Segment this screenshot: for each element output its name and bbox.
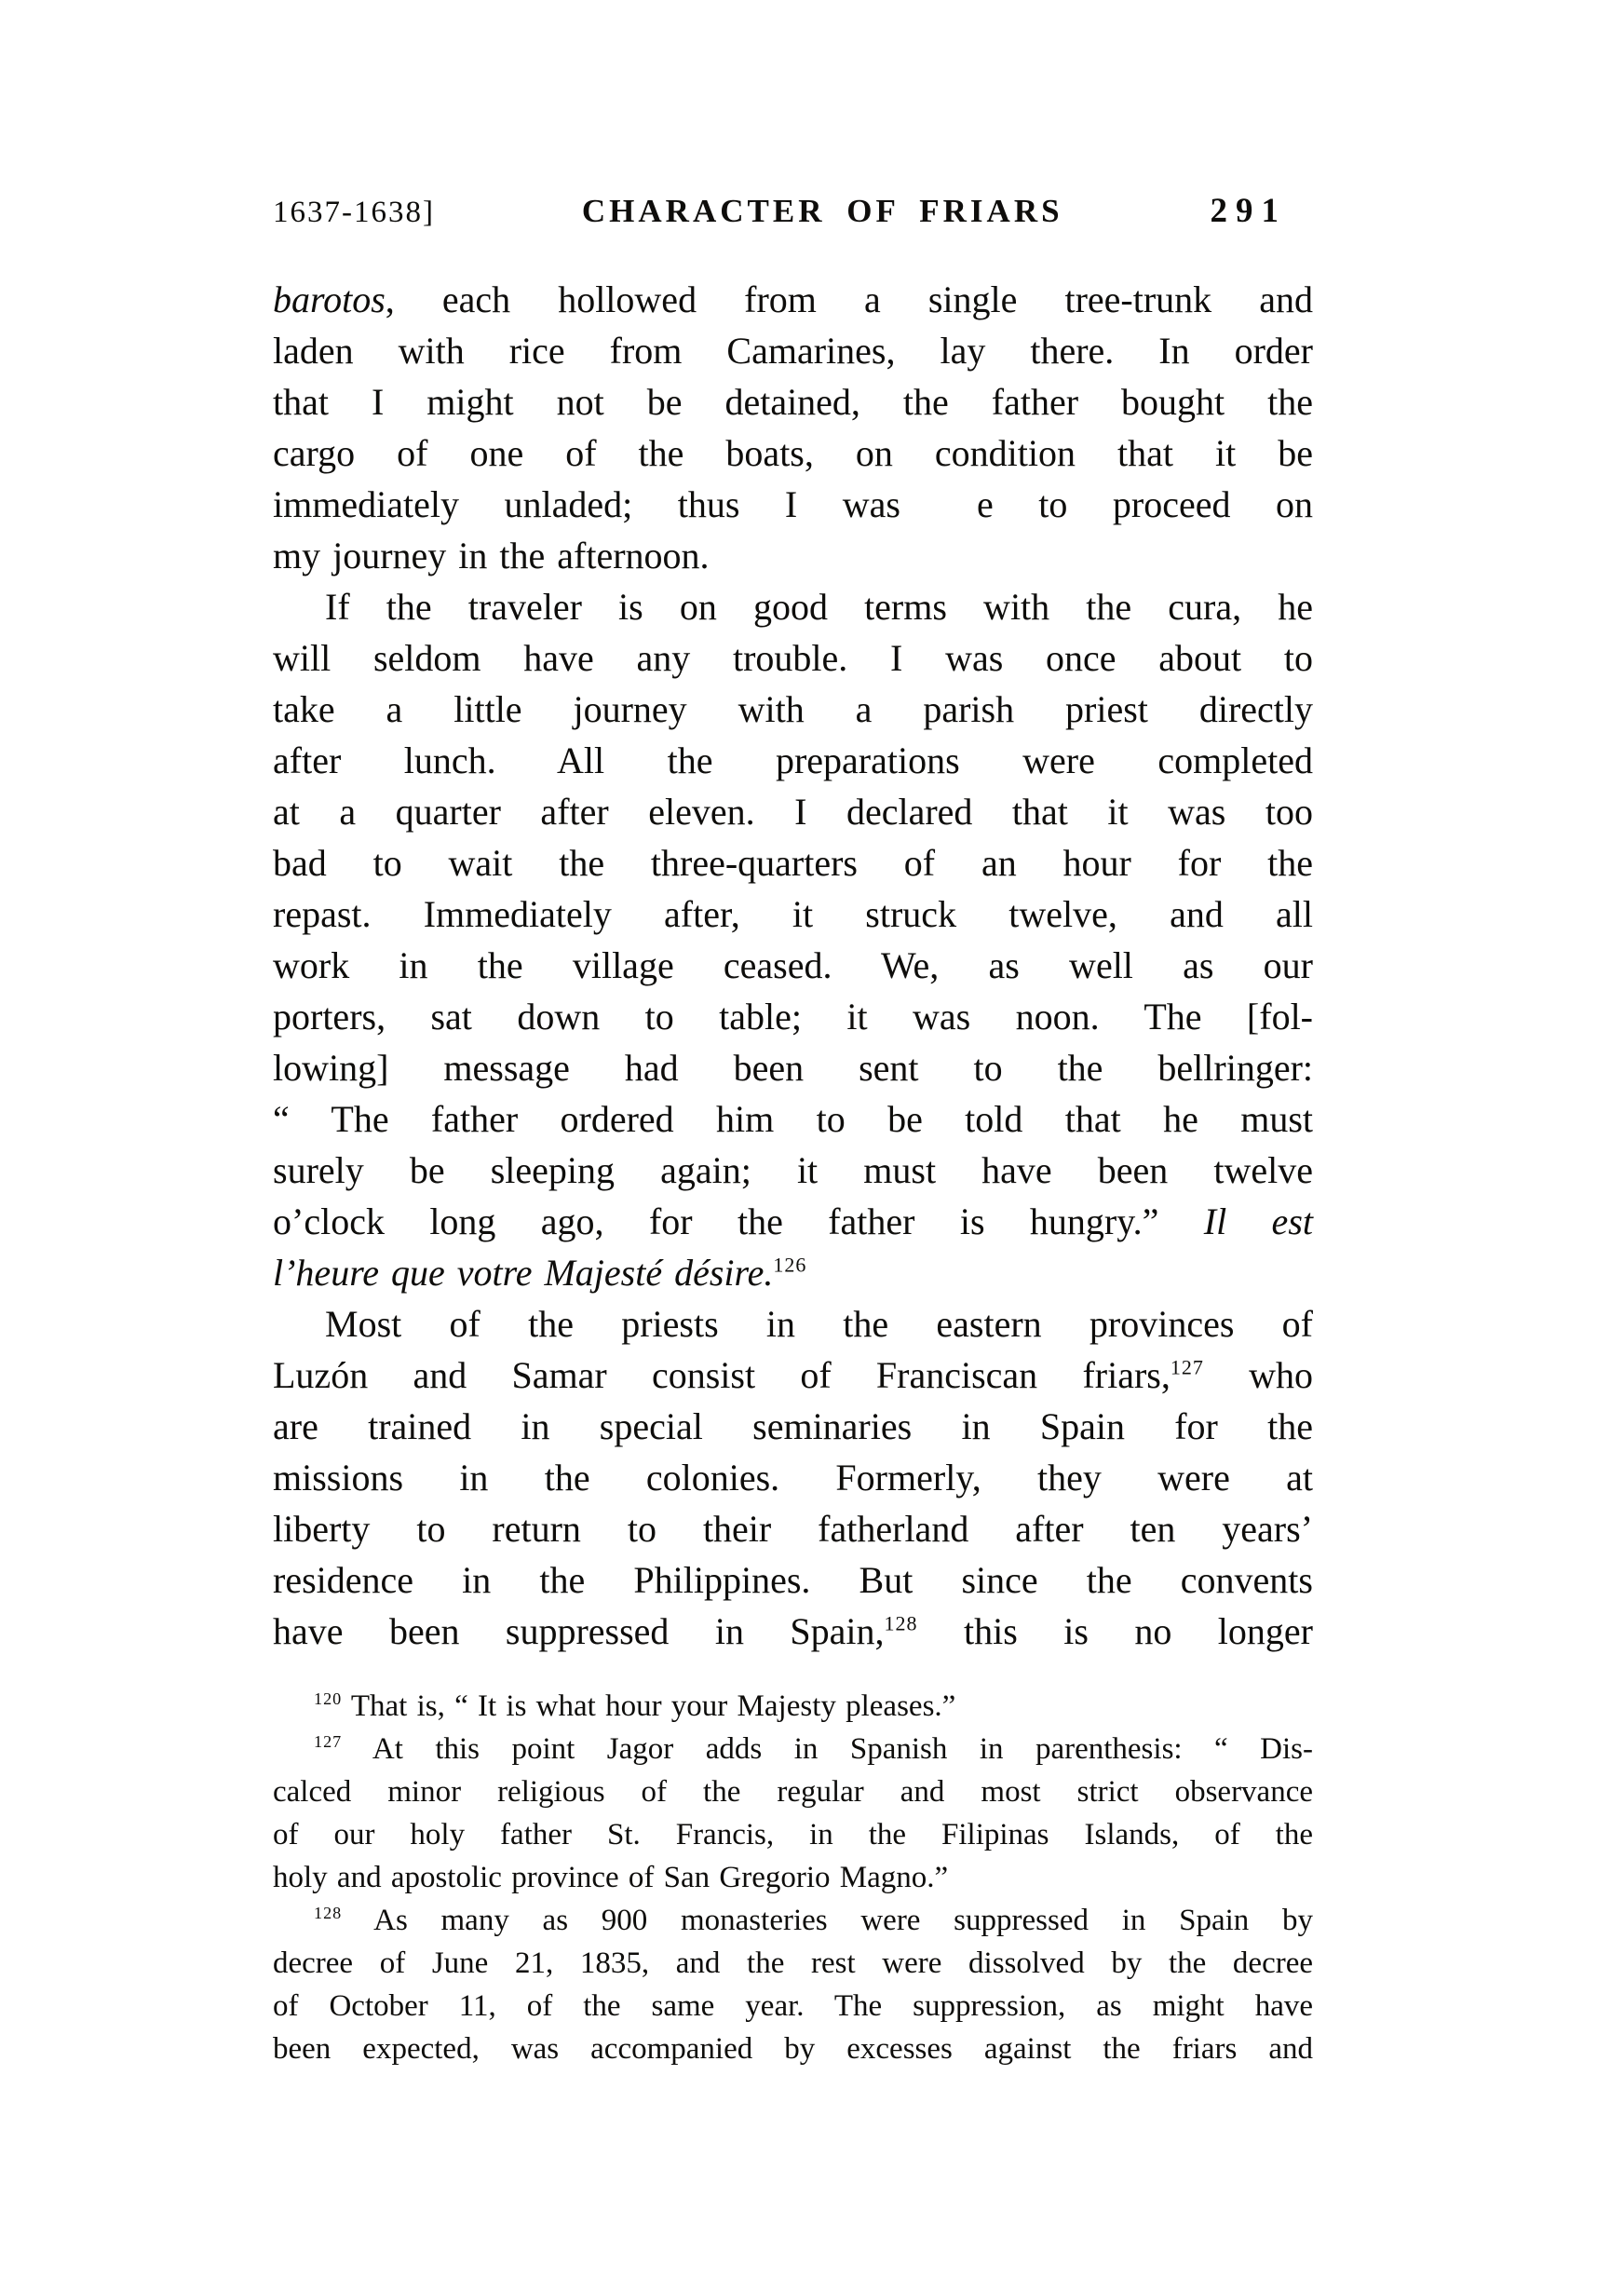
header-date-range: 1637-1638] (273, 196, 435, 229)
text-segment: That is, “ It is what hour your Majesty pleases.” (342, 1689, 956, 1723)
text-line (273, 1042, 1313, 1093)
text-segment: that I might not be detained, the father bought the (273, 381, 1313, 423)
text-line (273, 479, 1313, 530)
text-line (273, 1247, 1313, 1298)
text-line (273, 991, 1313, 1042)
text-segment: have been suppressed in Spain, (273, 1610, 885, 1652)
text-segment: o’clock long ago, for the father is hungry.” (273, 1200, 1204, 1242)
footnote-marker: 120 (314, 1689, 343, 1708)
text-segment: Il est (1203, 1200, 1313, 1242)
text-segment: bad to wait the three-quarters of an hour for the (273, 842, 1313, 884)
text-line (273, 376, 1313, 427)
text-line (273, 1145, 1313, 1196)
text-line (273, 1770, 1313, 1813)
footnote (273, 1899, 1313, 2070)
footnote-marker: 128 (314, 1904, 343, 1922)
text-segment: of October 11, of the same year. The suppression, as might have (273, 1989, 1313, 2023)
text-segment: lowing] message had been sent to the bellringer: (273, 1047, 1313, 1089)
text-segment: , each hollowed from a single tree-trunk and (385, 278, 1313, 320)
text-line (273, 530, 1313, 581)
footnote-marker: 127 (1170, 1355, 1204, 1379)
text-line (273, 1503, 1313, 1554)
text-segment: residence in the Philippines. But since the convents (273, 1559, 1313, 1601)
text-segment: laden with rice from Camarines, lay there. In order (273, 330, 1313, 372)
text-line (273, 1554, 1313, 1606)
text-line (273, 786, 1313, 837)
footnote-marker: 126 (773, 1253, 807, 1277)
text-line (273, 1728, 1313, 1770)
text-line (273, 888, 1313, 940)
text-segment: work in the village ceased. We, as well as our (273, 944, 1313, 986)
text-segment: who (1203, 1354, 1314, 1396)
page-number: 291 (1210, 192, 1287, 230)
text-line (273, 1813, 1313, 1856)
paragraph (273, 581, 1313, 1298)
text-line (273, 1298, 1313, 1349)
text-segment: decree of June 21, 1835, and the rest were dissolved by the decree (273, 1946, 1313, 1980)
text-segment: this is no longer (917, 1610, 1313, 1652)
footnote-marker: 128 (884, 1611, 918, 1635)
text-line (273, 1942, 1313, 1985)
text-line (273, 1349, 1313, 1401)
text-line (273, 1899, 1313, 1942)
text-segment: after lunch. All the preparations were completed (273, 739, 1313, 781)
text-line (273, 1401, 1313, 1452)
text-line (273, 940, 1313, 991)
text-line (273, 1685, 1313, 1728)
text-segment: At this point Jagor adds in Spanish in parenthesis: “ Dis- (342, 1732, 1313, 1766)
text-segment: Luzón and Samar consist of Franciscan friars, (273, 1354, 1171, 1396)
text-line (273, 325, 1313, 376)
text-line (273, 1196, 1313, 1247)
text-line (273, 427, 1313, 479)
text-line (273, 1856, 1313, 1899)
text-line (273, 581, 1313, 632)
text-line (273, 1606, 1313, 1657)
text-segment: If the traveler is on good terms with the cura, he (325, 586, 1313, 628)
text-segment: barotos (273, 278, 386, 320)
text-segment: holy and apostolic province of San Gregorio Magno.” (273, 1861, 949, 1894)
page-content (273, 191, 1313, 2070)
text-segment: will seldom have any trouble. I was once about to (273, 637, 1313, 679)
text-segment: l’heure que votre Majesté désire. (273, 1252, 774, 1294)
footnotes (273, 1685, 1313, 2070)
text-segment: calced minor religious of the regular and most strict observance (273, 1775, 1313, 1809)
text-segment: missions in the colonies. Formerly, they were at (273, 1457, 1313, 1499)
paragraph (273, 1298, 1313, 1657)
text-segment: repast. Immediately after, it struck twelve, and all (273, 893, 1313, 935)
text-line (273, 837, 1313, 888)
text-segment: e to proceed on (976, 483, 1314, 525)
text-segment: immediately unladed; thus I was (273, 483, 900, 525)
text-segment: cargo of one of the boats, on condition that it be (273, 432, 1313, 474)
text-segment: liberty to return to their fatherland after ten years’ (273, 1508, 1313, 1550)
running-title: CHARACTER OF FRIARS (581, 193, 1063, 229)
text-line (273, 735, 1313, 786)
text-line (273, 1985, 1313, 2028)
text-line (273, 1093, 1313, 1145)
text-line (273, 274, 1313, 325)
footnote (273, 1728, 1313, 1899)
footnote-marker: 127 (314, 1732, 343, 1751)
text-segment: porters, sat down to table; it was noon. The [fol- (273, 996, 1313, 1038)
page-header (273, 191, 1313, 231)
text-segment: at a quarter after eleven. I declared that it was too (273, 791, 1313, 833)
body-text (273, 274, 1313, 1657)
text-segment: As many as 900 monasteries were suppressed in Spain by (342, 1904, 1313, 1937)
text-segment: my journey in the afternoon. (273, 535, 710, 576)
text-line (273, 632, 1313, 684)
text-segment: take a little journey with a parish priest directly (273, 688, 1313, 730)
paragraph (273, 274, 1313, 581)
footnote (273, 1685, 1313, 1728)
text-line (273, 2028, 1313, 2070)
text-segment: “ The father ordered him to be told that he must (273, 1098, 1313, 1140)
text-segment: been expected, was accompanied by excesses against the friars and (273, 2032, 1313, 2066)
text-segment: surely be sleeping again; it must have been twelve (273, 1149, 1313, 1191)
text-segment: of our holy father St. Francis, in the Filipinas Islands, of the (273, 1818, 1313, 1851)
text-line (273, 684, 1313, 735)
text-segment: are trained in special seminaries in Spain for the (273, 1405, 1313, 1447)
text-segment: Most of the priests in the eastern provinces of (325, 1303, 1313, 1345)
text-line (273, 1452, 1313, 1503)
